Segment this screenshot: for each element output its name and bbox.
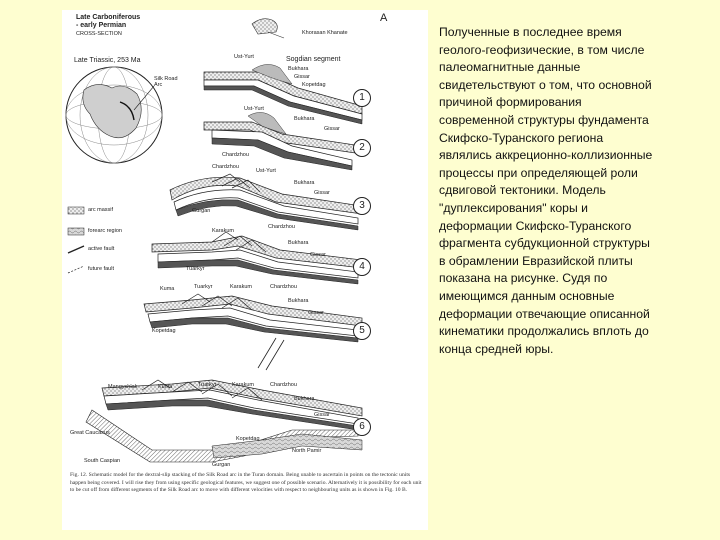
figure-panel: [62, 10, 428, 530]
s4-label-2: Chardzhou: [268, 224, 295, 230]
cross-section-1: [204, 64, 362, 124]
s1-label-3: Kopetdag: [302, 82, 326, 88]
s5-label-2: Tuarkyr: [194, 284, 213, 290]
s6-label-3: Tuarkyr: [198, 382, 217, 388]
s6-label-11: South Caspian: [84, 458, 121, 464]
cross-section-4: [152, 232, 362, 284]
legend-active-fault: active fault: [88, 246, 115, 252]
s3-label-4: Gissar: [314, 190, 330, 196]
s5-label-5: Bukhara: [288, 298, 309, 304]
inset-sketch: [252, 19, 284, 38]
legend: [68, 207, 84, 273]
s6-label-8: Great Caucasus: [70, 430, 110, 436]
tectonic-diagram: [62, 10, 428, 530]
body-text: Полученные в последнее время геолого-геофизические, в том числе палеомагнитные данные свидетельствуют о том, что основной причиной формирования современной структуры фундамента Скифско-Туранского региона являлись аккреционно-коллизионные процессы при определяющей роли сдвиговой тектоники. Модель "дуплексирования" коры и деформации Скифско-Туранского фрагмента субдукционной структуры в обрамлении Евразийской плиты показана на рисунке. Судя по имеющимся данным основные деформации отвечающие описанной кинематики продолжались вплоть до конца средней юры.: [439, 25, 653, 356]
period-label-2: - early Permian: [76, 22, 127, 29]
cross-section-5: [144, 294, 362, 370]
s6-label-5: Chardzhou: [270, 382, 297, 388]
s4-label-1: Karakum: [212, 228, 235, 234]
s3-label-1: Chardzhou: [212, 164, 239, 170]
s3-label-3: Bukhara: [294, 180, 315, 186]
s3-label-5: Gurgan: [192, 208, 211, 214]
s1-label-2: Gissar: [294, 74, 310, 80]
s6-label-1: Mangyshlak: [108, 384, 138, 390]
section-number-5: 5: [353, 322, 371, 340]
subtitle: CROSS-SECTION: [76, 31, 122, 37]
s5-label-4: Chardzhou: [270, 284, 297, 290]
section-number-1: 1: [353, 89, 371, 107]
s2-label-3: Chardzhou: [222, 152, 249, 158]
legend-arc-massif: arc massif: [88, 207, 114, 213]
figure-caption: Fig. 12. Schematic model for the dextral-slip stacking of the Silk Road arc in the Turan domain. Being unable to ascertain in points on the tectonic units happen being covered. I will rise they from using specific geological features, we suggest one of possible scenario. Alternatively it is possibility for each unit to be cut off from different segments of the Silk Road arc to move with different velocities with respect to neighbouring units as is shown in Fig. 10 B.: [70, 472, 422, 494]
s2-label-2: Gissar: [324, 126, 340, 132]
s1-top-label: Ust-Yurt: [234, 54, 254, 60]
s1-label-1: Bukhara: [288, 66, 309, 72]
silk-road-arc-label: Silk Road Arc: [154, 76, 178, 88]
s4-label-3: Bukhara: [288, 240, 309, 246]
s2-label-1: Bukhara: [294, 116, 315, 122]
s5-label-3: Karakum: [230, 284, 253, 290]
legend-top-label: Khorasan Khanate: [302, 30, 348, 36]
late-triassic-label: Late Triassic, 253 Ma: [74, 57, 141, 64]
s1-segment-label: Sogdian segment: [286, 56, 341, 63]
s6-label-9: Kopetdag: [236, 436, 260, 442]
s5-label-1: Kuma: [160, 286, 175, 292]
s6-label-6: Bukhara: [294, 396, 315, 402]
panel-letter: A: [380, 12, 388, 24]
section-number-3: 3: [353, 197, 371, 215]
section-number-2: 2: [353, 139, 371, 157]
s6-label-4: Karakum: [232, 382, 255, 388]
cross-section-2: [204, 112, 362, 170]
s4-label-5: Tuarkyr: [186, 266, 205, 272]
cross-section-3: [170, 174, 362, 230]
s6-label-2: Kuma: [158, 384, 173, 390]
globe-map: [66, 67, 162, 163]
s5-label-7: Kopetdag: [152, 328, 176, 334]
section-number-6: 6: [353, 418, 371, 436]
s4-label-4: Gissar: [310, 252, 326, 258]
s6-label-12: Gurgan: [212, 462, 231, 468]
s6-label-7: Gissar: [314, 412, 330, 418]
period-label-1: Late Carboniferous: [76, 14, 141, 21]
s3-label-2: Ust-Yurt: [256, 168, 276, 174]
s5-label-6: Gissar: [308, 310, 324, 316]
s6-label-10: North Pamir: [292, 448, 322, 454]
legend-forearc-region: forearc region: [88, 228, 122, 234]
s2-top-label: Ust-Yurt: [244, 106, 264, 112]
legend-extinct-fault: future fault: [88, 266, 114, 272]
section-number-4: 4: [353, 258, 371, 276]
